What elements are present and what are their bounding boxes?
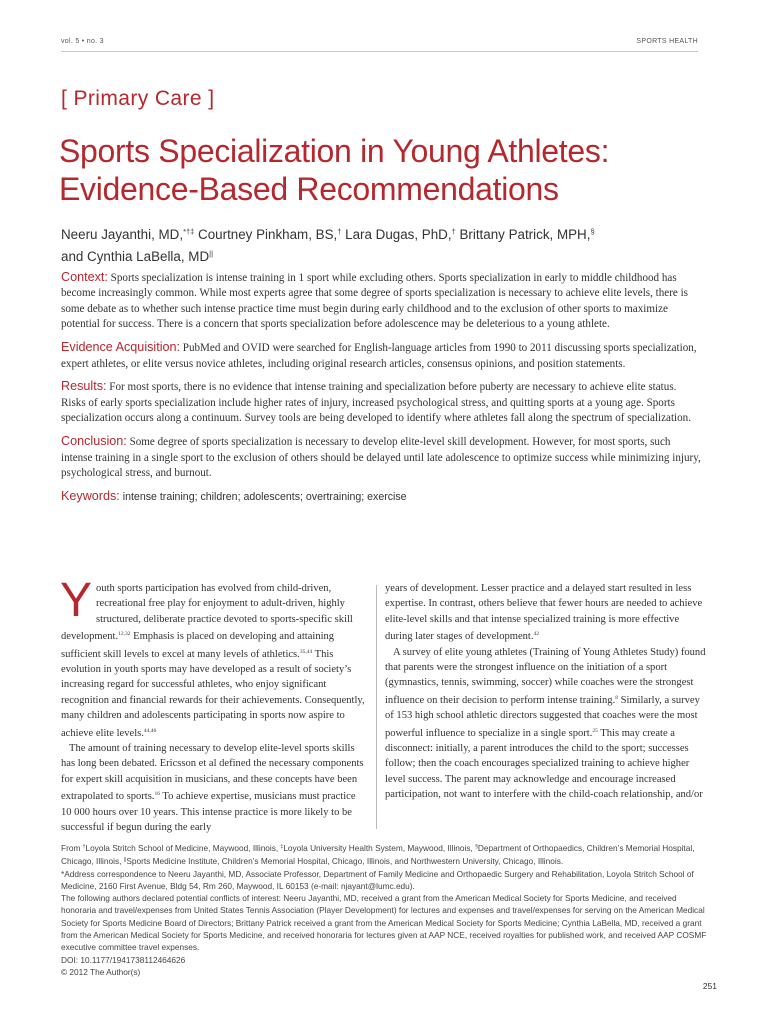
abstract-context bbox=[61, 270, 703, 333]
author-3-affil: † bbox=[451, 227, 456, 236]
running-header-volume: vol. 5 • no. 3 bbox=[61, 38, 104, 45]
footnote-text: Loyola University Health System, Maywood, Illinois, bbox=[283, 843, 476, 853]
abstract-evidence-heading: Evidence Acquisition: bbox=[61, 340, 181, 355]
section-label bbox=[61, 87, 214, 111]
author-3: Lara Dugas, PhD, bbox=[341, 227, 452, 242]
affiliation-footnote bbox=[61, 841, 709, 868]
page-number: 251 bbox=[702, 981, 717, 991]
citation: 35,44 bbox=[299, 648, 313, 655]
abstract-conclusion-heading: Conclusion: bbox=[61, 434, 127, 449]
affil-mark: || bbox=[123, 857, 127, 864]
header-divider bbox=[61, 51, 698, 52]
body-paragraph bbox=[385, 645, 707, 803]
abstract-conclusion-text: Some degree of sports specialization is necessary to develop elite-level skill development. However, for most sports, such intense training in a single sport to the exclusion of others should be delayed until late adolescence to optimize success while minimizing injury, psychological stress, and burnout. bbox=[61, 436, 701, 479]
article-title bbox=[59, 132, 719, 208]
keywords-heading: Keywords: bbox=[61, 488, 120, 503]
author-4: Brittany Patrick, MPH, bbox=[455, 227, 591, 242]
title-line-1: Sports Specialization in Young Athletes: bbox=[59, 133, 610, 169]
body-paragraph bbox=[60, 574, 366, 741]
body-text: The amount of training necessary to develop elite-level sports skills has long been debated. Ericsson et al defined the necessary components for expert skill acquisition in musicians, and these concepts have been extrapolated to sports. bbox=[61, 743, 364, 803]
citation: 25 bbox=[592, 727, 598, 734]
author-1: Neeru Jayanthi, MD, bbox=[61, 227, 184, 242]
author-5: and Cynthia LaBella, MD bbox=[61, 249, 210, 264]
column-divider bbox=[376, 585, 377, 829]
abstract-results bbox=[61, 379, 703, 426]
abstract-context-text: Sports specialization is intense training in 1 sport while excluding others. Sports specialization in early to middle childhood has become increasingly common. While most experts agree that some degree of sports specialization is necessary to achieve elite levels, there is some debate as to whether such intense practice time must begin during early childhood and to the exclusion of other sports to maximize potential for success. There is a concern that sports specialization before adolescence may be deleterious to a young athlete. bbox=[61, 272, 688, 331]
abstract-conclusion bbox=[61, 434, 703, 481]
author-4-affil: § bbox=[590, 227, 595, 236]
body-text: Similarly, a survey of 153 high school athletic directors suggested that coaches were the most powerful influence to specialize in a single sport. bbox=[385, 694, 700, 739]
affil-mark: ‡ bbox=[280, 844, 284, 850]
footnote-text: From bbox=[61, 843, 83, 853]
abstract-keywords bbox=[61, 489, 703, 505]
footnote-text: Department of Orthopaedics, Children’s Memorial Hospital, Chicago, Illinois, bbox=[61, 843, 695, 867]
body-column-right bbox=[385, 581, 707, 803]
footnote-text: Sports Medicine Institute, Children’s Memorial Hospital, Chicago, Illinois, and Northwestern University, Chicago, Illinois. bbox=[126, 856, 564, 867]
section-label-text: Primary Care bbox=[73, 87, 202, 110]
running-header-journal: SPORTS HEALTH bbox=[636, 38, 698, 45]
author-2: Courtney Pinkham, BS, bbox=[194, 227, 338, 242]
body-paragraph bbox=[385, 581, 707, 645]
abstract-evidence-text: PubMed and OVID were searched for English-language articles from 1990 to 2011 discussing sports specialization, expert athletes, or elite versus novice athletes, including original research articles, consensus opinions, and position statements. bbox=[61, 342, 697, 370]
title-line-2: Evidence-Based Recommendations bbox=[59, 171, 559, 207]
footnotes bbox=[61, 841, 709, 978]
section-close-bracket: ] bbox=[208, 87, 215, 110]
abstract-evidence bbox=[61, 340, 703, 372]
body-paragraph bbox=[61, 741, 366, 835]
citation: 12,32 bbox=[118, 631, 131, 638]
correspondence-footnote: *Address correspondence to Neeru Jayanthi, MD, Associate Professor, Department of Family Medicine and Orthopaedic Surgery and Rehabilitation, Loyola Stritch School of Medicine, 2160 First Avenue, Bldg 54, Rm 260, Maywood, IL 60153 (e-mail: njayant@lumc.edu). bbox=[61, 868, 694, 891]
author-5-affil: || bbox=[209, 249, 214, 258]
author-list bbox=[61, 222, 711, 266]
conflicts-footnote: The following authors declared potential conflicts of interest: Neeru Jayanthi, MD, received a grant from the American Medical Society for Sports Medicine, and received honoraria and travel/expenses from United States Tennis Association (Player Development) for lectures and expenses and travel/expenses for serving on the American Medical Society for Sports Medicine Board of Directors; Brittany Patrick received a grant from the American Medical Society for Sports Medicine; Cynthia LaBella, MD, received a grant from the American Medical Society for Sports Medicine, and received honoraria for lectures given at AAP NCE, received royalties for published work, and received AAP COSMF executive committee travel expenses. bbox=[61, 893, 707, 953]
body-text: This may create a disconnect: initially, a parent introduces the child to the sport; successes follow; then the coach encourages specialized training to achieve higher level success. The parent may acknowledge and encourage increased participation, not want to interfere with the child-coach relationship, and/or bbox=[385, 727, 703, 801]
author-2-affil: † bbox=[337, 227, 342, 236]
author-1-affil: *†‡ bbox=[183, 227, 195, 236]
footnote-text: Loyola Stritch School of Medicine, Maywood, Illinois, bbox=[85, 843, 281, 853]
section-open-bracket: [ bbox=[61, 87, 68, 110]
abstract bbox=[61, 270, 703, 513]
doi: DOI: 10.1177/1941738112464626 bbox=[61, 954, 186, 965]
abstract-results-heading: Results: bbox=[61, 379, 107, 394]
drop-cap: Y bbox=[60, 574, 93, 627]
citation: 42 bbox=[533, 631, 539, 638]
body-text: To achieve expertise, musicians must practice 10 000 hours over 10 years. This intense practice is more likely to be successful if begun during the early bbox=[61, 791, 356, 834]
body-text: Emphasis is placed on developing and attaining sufficient skill levels to excel at many levels of athletics. bbox=[61, 631, 335, 660]
citation: 44,46 bbox=[143, 727, 157, 734]
body-text: This evolution in youth sports may have developed as a result of society’s increasing regard for successful athletes, who enjoy significant recognition and financial rewards for their achievements. Consequently, many children and adolescents participating in sports now aspire to achieve elite levels. bbox=[61, 648, 365, 739]
affil-mark: § bbox=[475, 844, 478, 850]
abstract-context-heading: Context: bbox=[61, 270, 108, 284]
citation: 16 bbox=[154, 791, 160, 798]
body-text: outh sports participation has evolved from child-driven, recreational free play for enjoyment to adult-driven, highly structured, deliberate practice devoted to sports-specific skill development. bbox=[61, 583, 353, 643]
copyright: © 2012 The Author(s) bbox=[61, 966, 141, 977]
affil-mark: † bbox=[82, 844, 86, 850]
body-text: A survey of elite young athletes (Training of Young Athletes Study) found that parents were the strongest influence on the initiation of a sport (gymnastics, tennis, swimming, soccer) while coaches were the strongest influence on their decision to perform intense training. bbox=[385, 646, 706, 706]
citation: 8 bbox=[615, 694, 618, 701]
body-column-left bbox=[60, 574, 366, 836]
abstract-results-text: For most sports, there is no evidence that intense training and specialization before puberty are necessary to achieve elite status. Risks of early sports specialization include higher rates of injury, increased psychological stress, and quitting sports at a young age. Sports specialization occurs along a continuum. Survey tools are being developed to identify where athletes fall along the spectrum of specialization. bbox=[61, 381, 691, 425]
keywords-text: intense training; children; adolescents; overtraining; exercise bbox=[119, 490, 407, 503]
body-text: years of development. Lesser practice and a delayed start resulted in less expertise. In contrast, others believe that fewer hours are needed to achieve elite-level skills and that intense specialized training is more effective during later stages of development. bbox=[385, 583, 703, 643]
